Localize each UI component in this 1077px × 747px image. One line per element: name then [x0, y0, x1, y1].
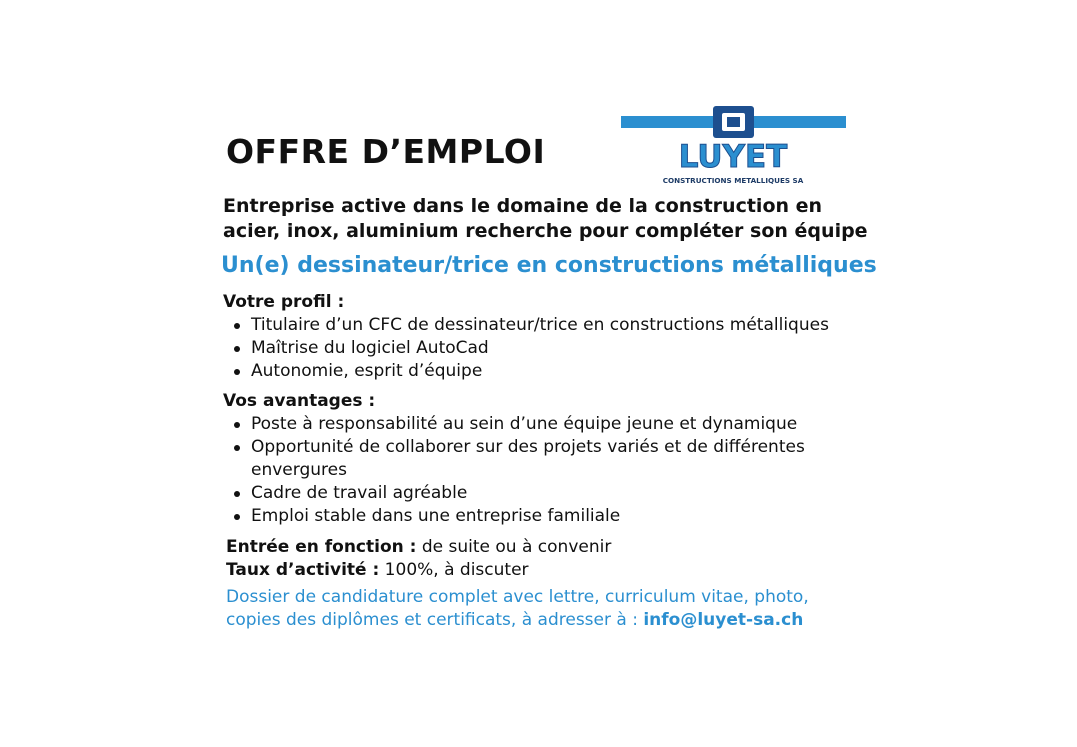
logo-tagline: CONSTRUCTIONS METALLIQUES SA	[662, 176, 804, 185]
profile-heading: Votre profil :	[223, 292, 345, 312]
application-line-1: Dossier de candidature complet avec lettre, curriculum vitae, photo,	[226, 587, 809, 607]
start-date-value: de suite ou à convenir	[416, 537, 612, 557]
list-item: Poste à responsabilité au sein d’une équipe jeune et dynamique	[251, 413, 821, 436]
intro-line-2: acier, inox, aluminium recherche pour compléter son équipe	[223, 220, 868, 242]
application-instructions	[226, 586, 846, 632]
application-line-2-text: copies des diplômes et certificats, à adresser à :	[226, 610, 644, 630]
company-intro	[223, 194, 868, 244]
benefits-heading: Vos avantages :	[223, 391, 376, 411]
list-item: Cadre de travail agréable	[251, 482, 821, 505]
activity-rate	[226, 559, 529, 582]
list-item: Autonomie, esprit d’équipe	[251, 360, 851, 383]
benefits-list	[251, 413, 821, 528]
start-date-label: Entrée en fonction :	[226, 537, 417, 557]
list-item: Titulaire d’un CFC de dessinateur/trice en constructions métalliques	[251, 314, 851, 337]
company-logo	[621, 104, 846, 186]
position-title: Un(e) dessinateur/trice en constructions métalliques	[221, 253, 877, 278]
activity-rate-value: 100%, à discuter	[379, 560, 529, 580]
start-date	[226, 536, 611, 559]
intro-line-1: Entreprise active dans le domaine de la construction en	[223, 195, 823, 217]
logo-wordmark: LUYET	[678, 139, 788, 175]
list-item: Emploi stable dans une entreprise familiale	[251, 505, 821, 528]
list-item: Maîtrise du logiciel AutoCad	[251, 337, 851, 360]
application-line-2	[226, 609, 846, 632]
contact-email[interactable]: info@luyet-sa.ch	[643, 610, 804, 630]
profile-list	[251, 314, 851, 383]
activity-rate-label: Taux d’activité :	[226, 560, 380, 580]
list-item: Opportunité de collaborer sur des projets variés et de différentes envergures	[251, 436, 821, 482]
page-title: OFFRE D’EMPLOI	[226, 132, 546, 171]
